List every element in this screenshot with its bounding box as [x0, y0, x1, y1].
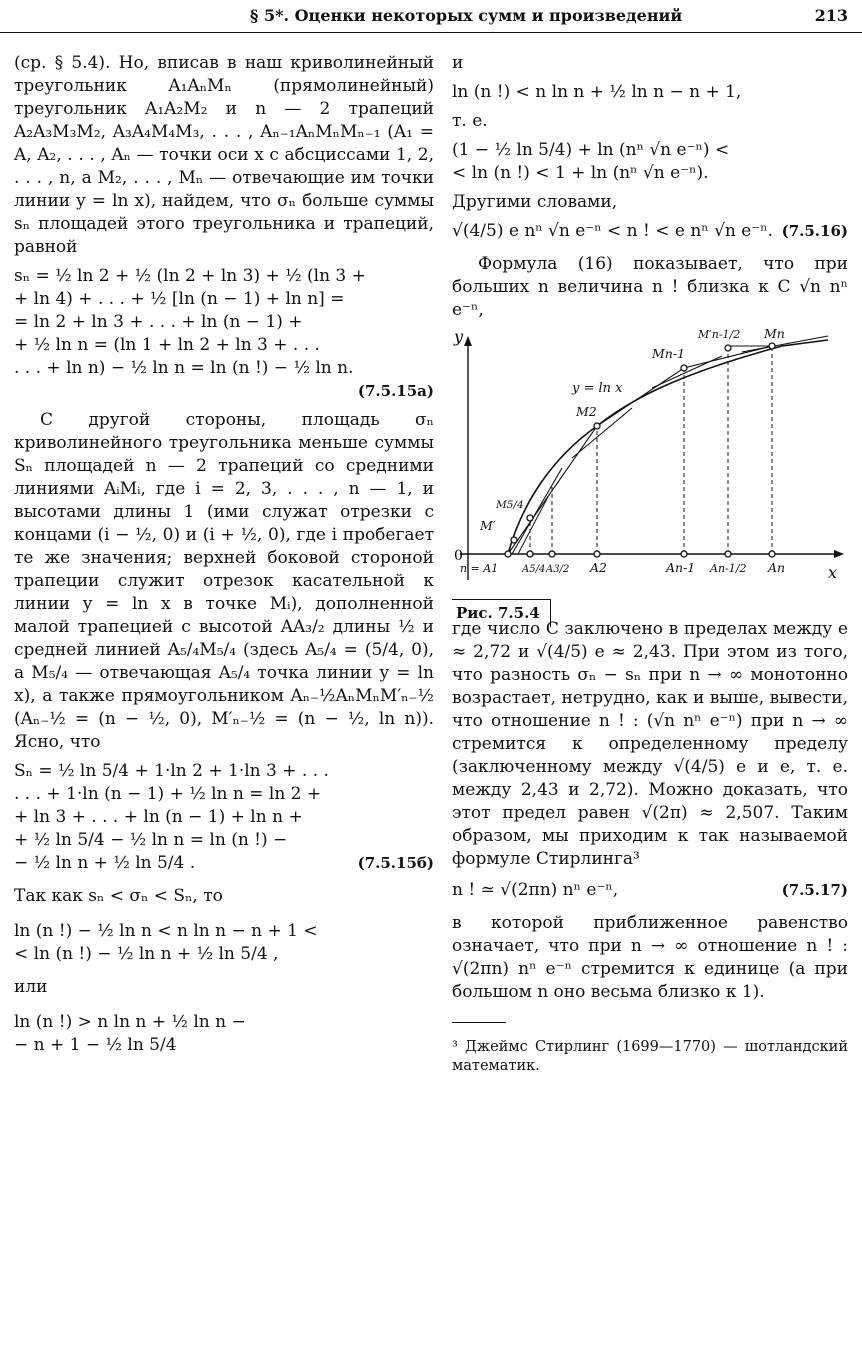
word-ie: т. е. [452, 111, 488, 131]
footnote-stirling: ³ Джеймс Стирлинг (1699—1770) — шотландский математик. [452, 1038, 848, 1074]
point-label-mn-1: Mn-1 [652, 346, 686, 361]
ineq2-line-2: − n + 1 − ½ ln 5/4 [14, 1035, 177, 1055]
eq16: √(4/5) e nⁿ √n e⁻ⁿ < n ! < e nⁿ √n e⁻ⁿ. [452, 221, 774, 241]
paragraph-inscribed-triangle: (ср. § 5.4). Но, вписав в наш криволинейный треугольник A₁AₙMₙ (прямолинейный) треугольник A₁A₂M₂ и n — 2 трапеций A₂A₃M₃M₂, A₃A₄M₄M₃, . . . , Aₙ₋₁AₙMₙMₙ₋₁ (A₁ = A, A₂, . . . , Aₙ — точки оси x с абсциссами 1, 2, . . . , n, а M₂, . . . , Mₙ — отвечающие им точки линии y = ln x), найдем, что σₙ больше суммы sₙ площадей этого треугольника и трапеций, равной [14, 53, 434, 257]
x-axis-arrow [834, 550, 844, 558]
paragraph-since: Так как sₙ < σₙ < Sₙ, то [14, 886, 223, 906]
page-number: 213 [814, 6, 848, 25]
figure-caption: Рис. 7.5.4 [452, 599, 551, 627]
paragraph-other-side: С другой стороны, площадь σₙ криволинейного треугольника меньше суммы Sₙ площадей n — 2 трапеций со средними линиями AᵢMᵢ, где i = 2, 3, . . . , n — 1, и высотами длины 1 (ими служат отрезки с концами (i − ½, 0) и (i + ½, 0), где i пробегает те же значения; верхней боковой стороной трапеции служит отрезок касательной к линии y = ln x в точке Mᵢ), дополненной малой трапецией с высотой AA₃/₂ длины ½ и средней линией A₅/₄M₅/₄ (здесь A₅/₄ = (5/4, 0), а M₅/₄ — отвечающая A₅/₄ точка линии y = ln x), а также прямоугольником Aₙ₋½AₙMₙM′ₙ₋½ (Aₙ₋½ = (n − ½, 0), M′ₙ₋½ = (n − ½, ln n)). Ясно, что [14, 410, 434, 752]
origin-label: 0 [454, 548, 463, 564]
x-axis-label: x [828, 563, 838, 582]
axis-label-a1: n = A1 [460, 562, 499, 575]
eq15b-line-4: + ½ ln 5/4 − ½ ln n = ln (n !) − [14, 830, 288, 850]
equation-7-5-15a [14, 265, 434, 403]
paragraph-formula-16: Формула (16) показывает, что при больших n величина n ! близка к C √n nⁿ e⁻ⁿ, [452, 254, 848, 320]
eq16-tag: (7.5.16) [781, 222, 848, 240]
curve-label: y = ln x [572, 381, 623, 396]
ineq2-line-1: ln (n !) > n ln n + ½ ln n − [14, 1012, 246, 1032]
point-label-m-5-4: M5/4 [496, 499, 524, 511]
eq15b-line-5: − ½ ln n + ½ ln 5/4 . [14, 853, 196, 873]
axis-label-a2: A2 [590, 560, 607, 575]
left-column [14, 52, 434, 1057]
running-header [0, 2, 862, 33]
curve-points [505, 343, 775, 557]
footnote-rule [452, 1022, 506, 1023]
equation-7-5-17 [452, 879, 848, 902]
eq15a-tag: (7.5.15а) [357, 382, 434, 400]
point-label-mn: Mn [764, 328, 785, 341]
axis-label-an-1: An-1 [666, 560, 696, 575]
word-and: и [452, 53, 464, 73]
other-words: Другими словами, [452, 192, 618, 212]
axis-label-an-half: An-1/2 [710, 562, 747, 575]
figure-svg [452, 328, 848, 590]
ineq1-line-2: < ln (n !) − ½ ln n + ½ ln 5/4 , [14, 944, 279, 964]
point-label-m-prime-n-half: M′n-1/2 [698, 328, 741, 341]
axis-label-a3-2: A3/2 [546, 564, 570, 575]
equation-7-5-16 [452, 220, 848, 243]
point-label-m2: M2 [576, 404, 597, 419]
right-column [452, 52, 848, 1090]
eq15b-line-2: . . . + 1·ln (n − 1) + ½ ln n = ln 2 + [14, 784, 322, 804]
eq15a-line-3: = ln 2 + ln 3 + . . . + ln (n − 1) + [14, 312, 303, 332]
eq15b-tag: (7.5.15б) [357, 854, 434, 872]
eq15a-line-1: sₙ = ½ ln 2 + ½ (ln 2 + ln 3) + ½ (ln 3 + [14, 266, 366, 286]
axis-label-an: An [768, 560, 786, 575]
eq15a-line-5: . . . + ln n) − ½ ln n = ln (n !) − ½ ln n. [14, 358, 354, 378]
figure-7-5-4 [452, 328, 848, 622]
word-or: или [14, 977, 48, 997]
paragraph-constant-c: где число C заключено в пределах между e ≈ 2,72 и √(4/5) e ≈ 2,43. При этом из того, что разность σₙ − sₙ при n → ∞ монотонно возрастает, нетрудно, как и выше, вывести, что отношение n ! : (√n nⁿ e⁻ⁿ) при n → ∞ стремится к определенному пределу (заключенному между √(4/5) e и e, т. е. между 2,43 и 2,72). Можно доказать, что этот предел равен √(2π) ≈ 2,507. Таким образом, мы приходим к так называемой формуле Стирлинга³ [452, 619, 848, 869]
equation-7-5-15b [14, 760, 434, 875]
ineq3: ln (n !) < n ln n + ½ ln n − n + 1, [452, 82, 742, 102]
ineq4-line-2: < ln (n !) < 1 + ln (nⁿ √n e⁻ⁿ). [452, 163, 709, 183]
eq15b-line-1: Sₙ = ½ ln 5/4 + 1·ln 2 + 1·ln 3 + . . . [14, 761, 329, 781]
ln-curve [508, 340, 828, 554]
point-label-m-prime: M′ [480, 518, 496, 533]
eq17: n ! ≃ √(2πn) nⁿ e⁻ⁿ, [452, 880, 619, 900]
tangent-segments [512, 336, 828, 554]
ineq4-line-1: (1 − ½ ln 5/4) + ln (nⁿ √n e⁻ⁿ) < [452, 140, 730, 160]
y-axis-label: y [454, 328, 464, 346]
eq15a-line-4: + ½ ln n = (ln 1 + ln 2 + ln 3 + . . . [14, 335, 320, 355]
y-axis-arrow [464, 336, 472, 346]
axis-label-a5-4: A5/4 [522, 564, 546, 575]
inscribed-polyline [508, 346, 772, 554]
section-title: § 5*. Оценки некоторых сумм и произведений [250, 6, 683, 25]
paragraph-approx-equality: в которой приближенное равенство означает, что при n → ∞ отношение n ! : √(2πn) nⁿ e⁻ⁿ стремится к единице (а при большом n оно весьма близко к 1). [452, 913, 848, 1002]
dashed-verticals [530, 346, 772, 554]
eq17-tag: (7.5.17) [781, 881, 848, 899]
eq15a-line-2: + ln 4) + . . . + ½ [ln (n − 1) + ln n] = [14, 289, 345, 309]
ineq1-line-1: ln (n !) − ½ ln n < n ln n − n + 1 < [14, 921, 318, 941]
eq15b-line-3: + ln 3 + . . . + ln (n − 1) + ln n + [14, 807, 303, 827]
